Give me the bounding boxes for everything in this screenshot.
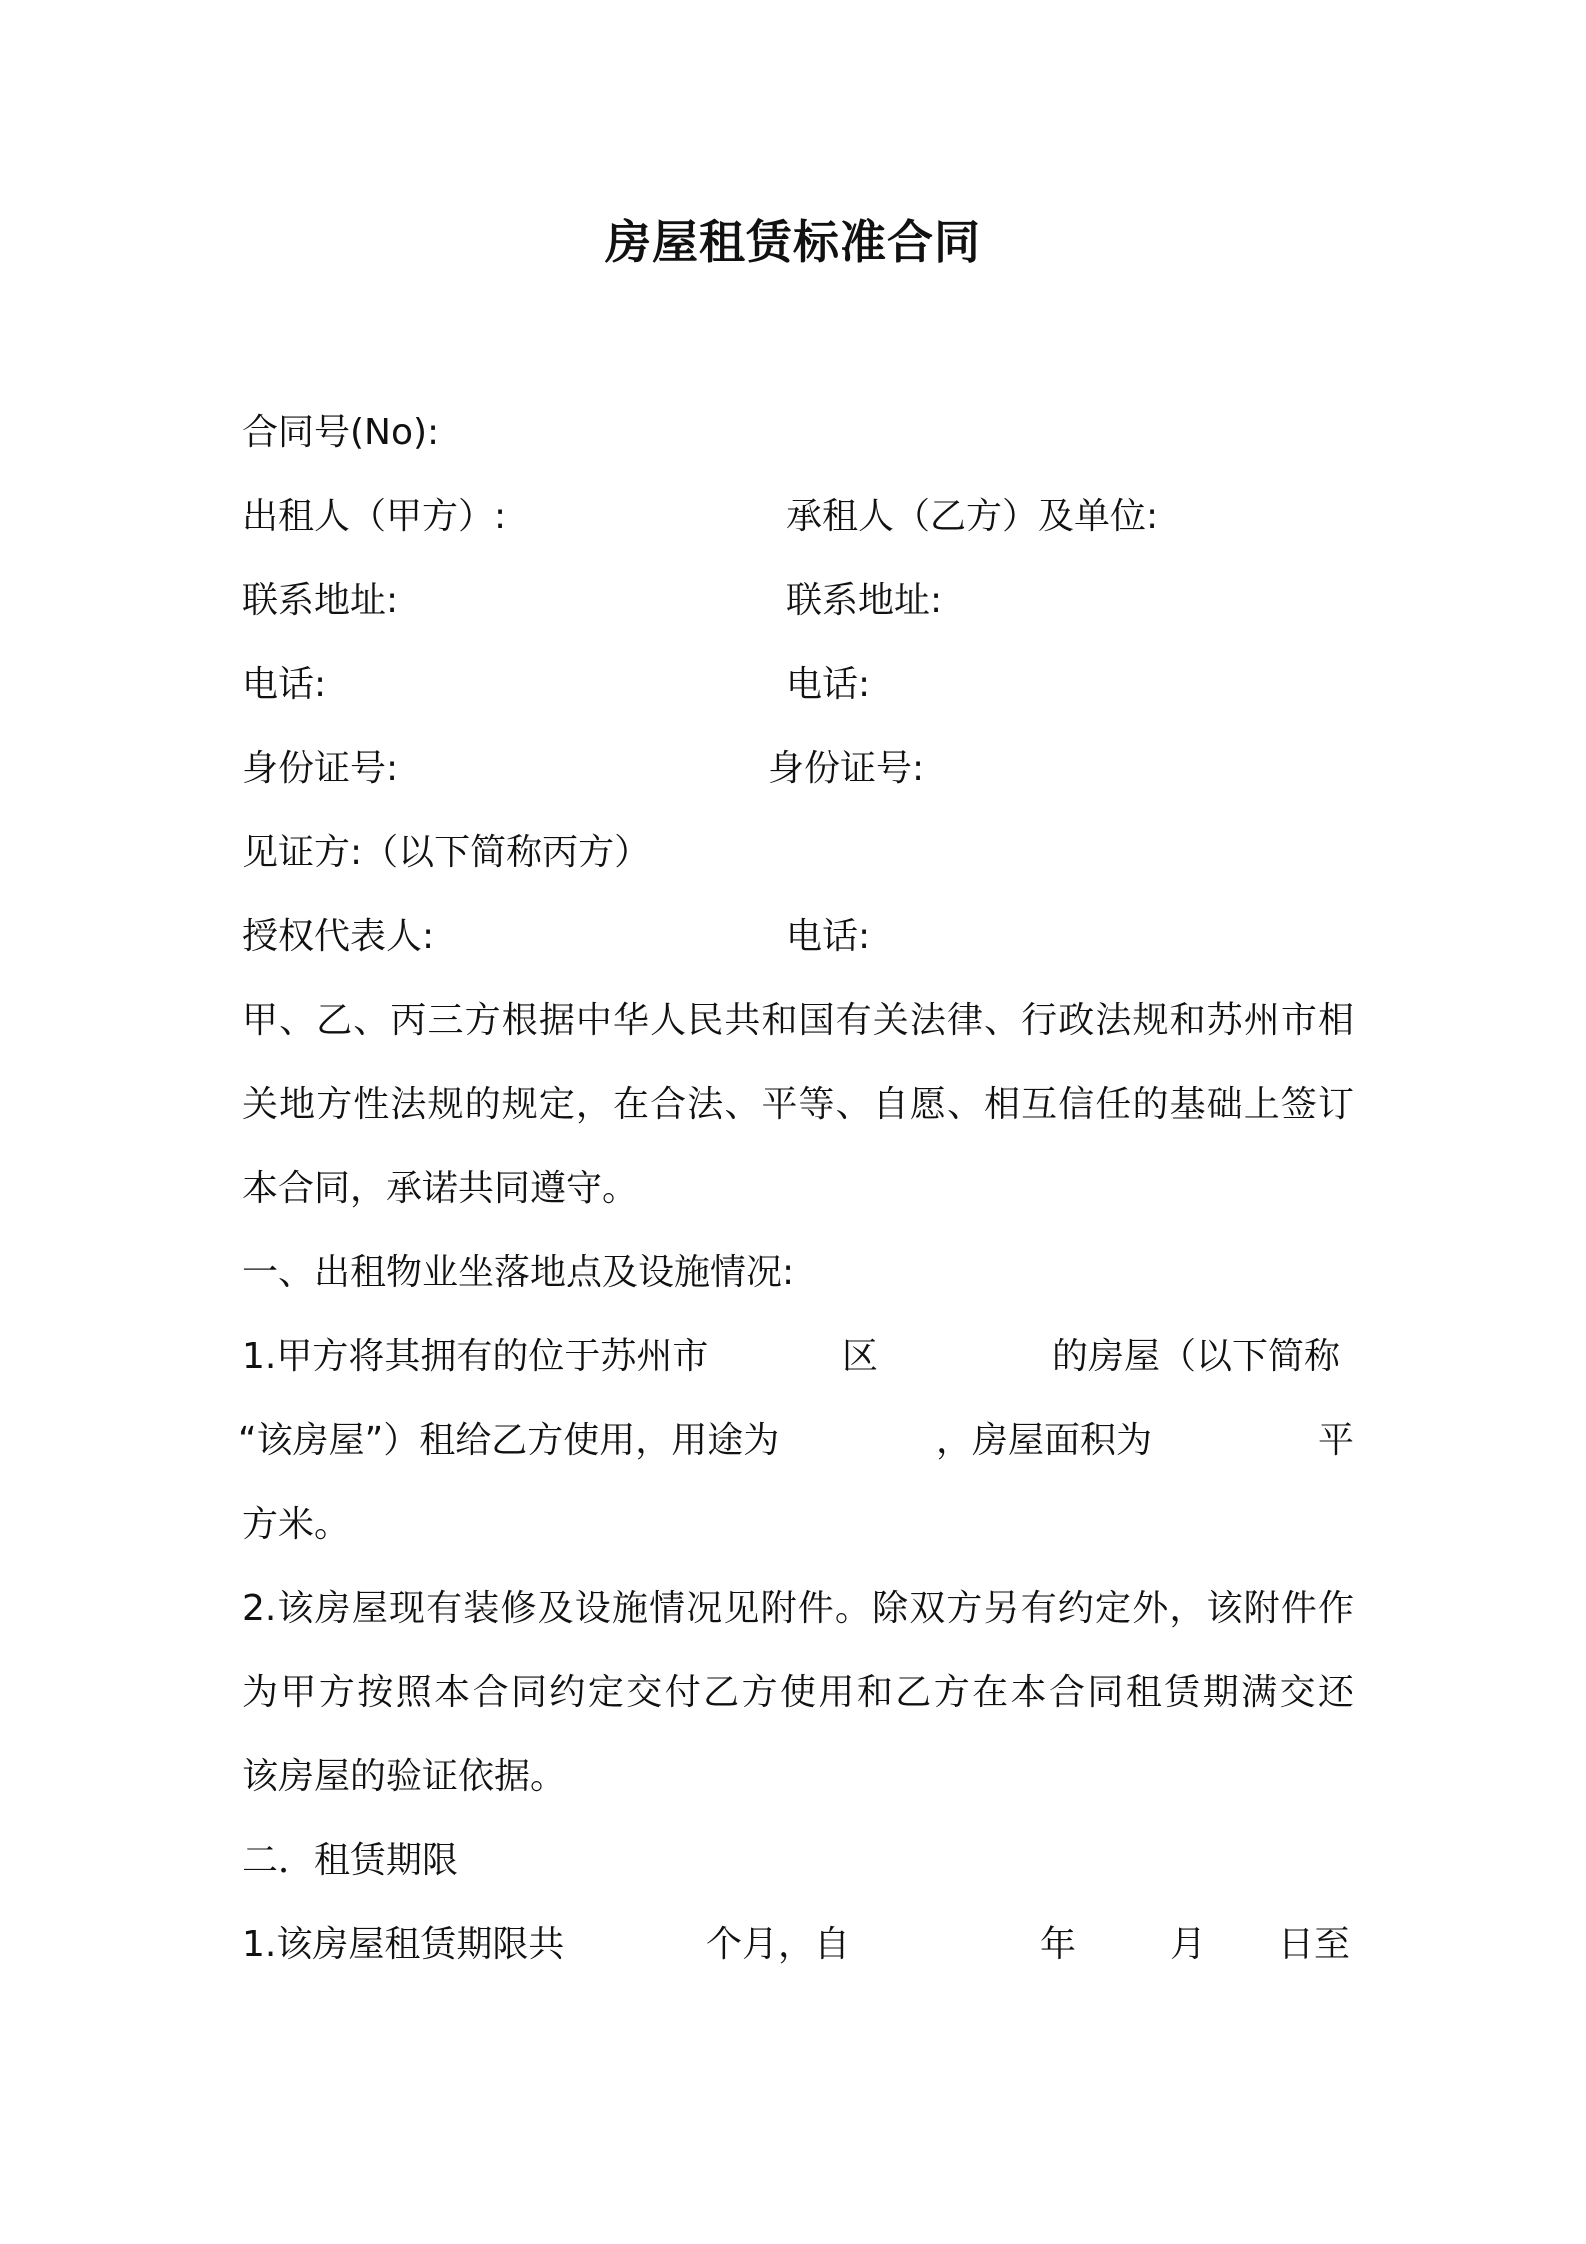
item-1-text: 的房屋（以下简称 <box>1052 1336 1341 1377</box>
item-1-text: 方米。 <box>242 1504 351 1545</box>
lessor-id-label: 身份证号: <box>242 748 399 789</box>
lessee-id-label: 身份证号: <box>768 748 925 789</box>
lease-term-text: 日至 <box>1278 1924 1351 1965</box>
section-1-heading: 一、出租物业坐落地点及设施情况: <box>242 1252 795 1293</box>
lessor-address-label: 联系地址: <box>242 580 399 621</box>
item-2-text: 该房屋的验证依据。 <box>242 1756 567 1797</box>
preamble-line: 本合同，承诺共同遵守。 <box>242 1168 639 1209</box>
lease-term-text: 月 <box>1170 1924 1207 1965</box>
item-1-text: ，房屋面积为 <box>936 1420 1153 1461</box>
section-2-heading: 二．租赁期限 <box>242 1840 459 1881</box>
lease-term-text: 1.该房屋租赁期限共 <box>242 1924 565 1965</box>
item-2-text: 2.该房屋现有装修及设施情况见附件。除双方另有约定外，该附件作 <box>242 1588 1354 1629</box>
rep-phone-label: 电话: <box>786 916 871 957</box>
preamble-line: 关地方性法规的规定，在合法、平等、自愿、相互信任的基础上签订 <box>242 1084 1354 1125</box>
item-1-text: 区 <box>842 1336 879 1377</box>
witness-label: 见证方:（以下简称丙方） <box>242 832 651 873</box>
lessee-phone-label: 电话: <box>786 664 871 705</box>
lessee-address-label: 联系地址: <box>786 580 943 621</box>
item-1-text: 平 <box>1318 1420 1355 1461</box>
lessor-phone-label: 电话: <box>242 664 327 705</box>
lease-term-text: 年 <box>1040 1924 1077 1965</box>
document-title: 房屋租赁标准合同 <box>605 215 981 269</box>
preamble-line: 甲、乙、丙三方根据中华人民共和国有关法律、行政法规和苏州市相 <box>242 1000 1354 1041</box>
lease-term-text: 个月，自 <box>706 1924 851 1965</box>
contract-number-label: 合同号(No): <box>242 412 440 453</box>
lessee-label: 承租人（乙方）及单位: <box>786 496 1159 537</box>
authorized-rep-label: 授权代表人: <box>242 916 435 957</box>
item-1-text: “该房屋”）租给乙方使用，用途为 <box>238 1420 780 1461</box>
lessor-label: 出租人（甲方）: <box>242 496 507 537</box>
item-2-text: 为甲方按照本合同约定交付乙方使用和乙方在本合同租赁期满交还 <box>242 1672 1354 1713</box>
item-1-text: 1.甲方将其拥有的位于苏州市 <box>242 1336 709 1377</box>
